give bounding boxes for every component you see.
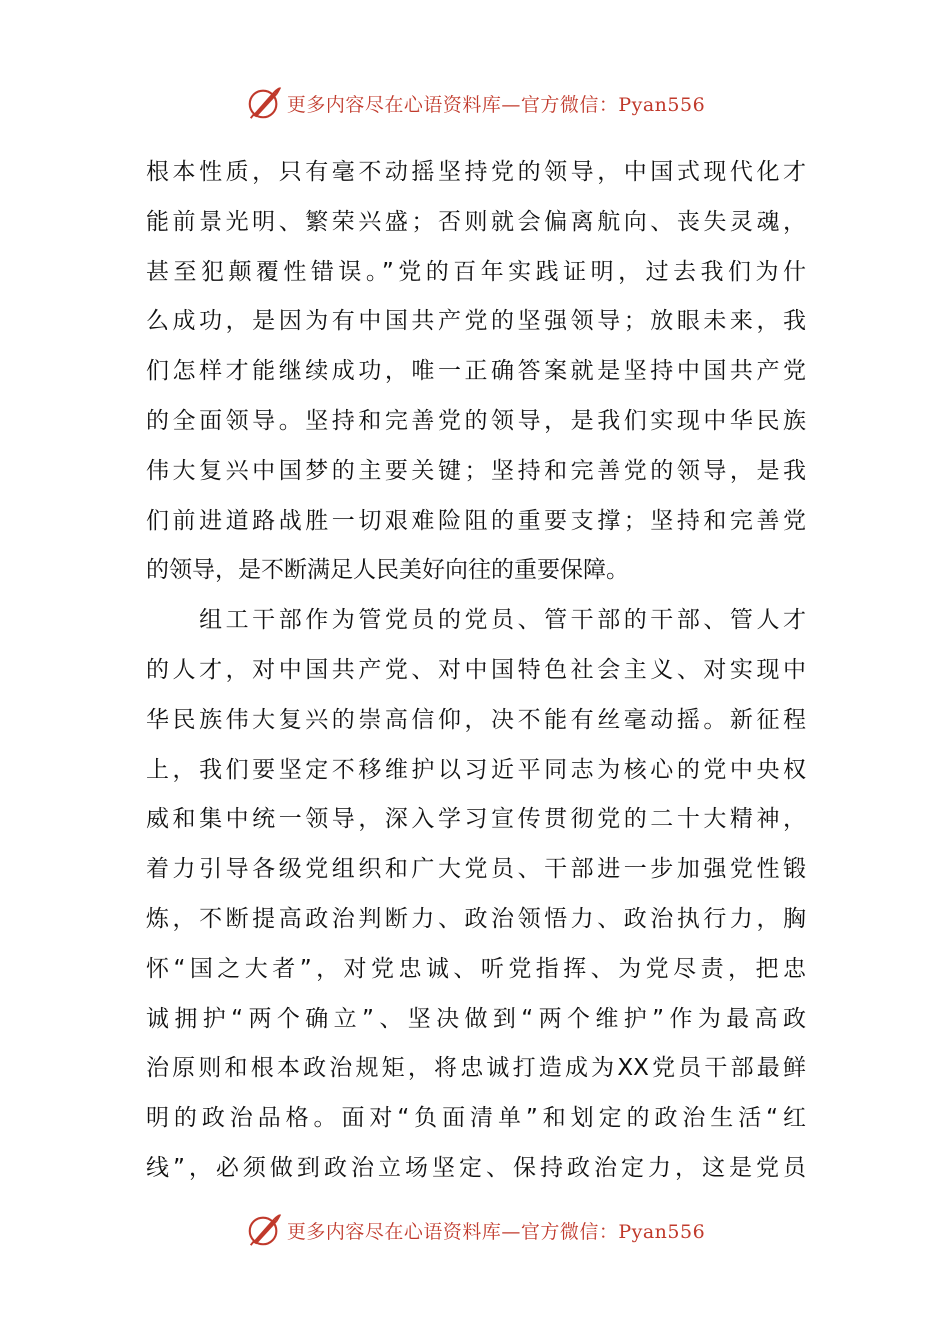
quill-pen-icon xyxy=(245,84,283,122)
text-line: 治原则和根本政治规矩，将忠诚打造成为XX党员干部最鲜 xyxy=(146,1055,806,1082)
text-line: 炼，不断提高政治判断力、政治领悟力、政治执行力，胸 xyxy=(146,905,806,932)
text-line: 么成功，是因为有中国共产党的坚强领导；放眼未来，我 xyxy=(146,308,806,335)
footer-banner-text: 更多内容尽在心语资料库—官方微信：Pyan556 xyxy=(286,1220,706,1243)
paragraph-end-line: 的领导，是不断满足人民美好向往的重要保障。 xyxy=(146,557,629,584)
text-line: 根本性质，只有毫不动摇坚持党的领导，中国式现代化才 xyxy=(146,159,806,185)
text-line: 威和集中统一领导，深入学习宣传贯彻党的二十大精神， xyxy=(146,806,806,833)
text-line: 线”，必须做到政治立场坚定、保持政治定力，这是党员 xyxy=(146,1154,806,1181)
text-line: 怀“国之大者”，对党忠诚、听党指挥、为党尽责，把忠 xyxy=(146,955,806,982)
header-banner-text: 更多内容尽在心语资料库—官方微信：Pyan556 xyxy=(286,93,706,116)
text-line: 伟大复兴中国梦的主要关键；坚持和完善党的领导，是我 xyxy=(146,457,806,484)
text-line: 华民族伟大复兴的崇高信仰，决不能有丝毫动摇。新征程 xyxy=(146,706,806,733)
text-line: 能前景光明、繁荣兴盛；否则就会偏离航向、丧失灵魂， xyxy=(146,208,806,235)
text-line: 们前进道路战胜一切艰难险阻的重要支撑；坚持和完善党 xyxy=(146,507,806,534)
text-line: 们怎样才能继续成功，唯一正确答案就是坚持中国共产党 xyxy=(146,358,806,385)
text-line: 上，我们要坚定不移维护以习近平同志为核心的党中央权 xyxy=(146,756,806,783)
text-line: 组工干部作为管党员的党员、管干部的干部、管人才 xyxy=(146,607,806,634)
text-line: 甚至犯颠覆性错误。”党的百年实践证明，过去我们为什 xyxy=(146,258,806,285)
document-body xyxy=(146,148,806,1194)
quill-pen-icon xyxy=(245,1211,283,1249)
text-line: 的全面领导。坚持和完善党的领导，是我们实现中华民族 xyxy=(146,407,806,434)
header-banner xyxy=(0,83,950,123)
text-line: 诚拥护“两个确立”、坚决做到“两个维护”作为最高政 xyxy=(146,1005,806,1032)
text-line: 着力引导各级党组织和广大党员、干部进一步加强党性锻 xyxy=(146,856,806,883)
text-line: 明的政治品格。面对“负面清单”和划定的政治生活“红 xyxy=(146,1105,806,1132)
text-line: 的人才，对中国共产党、对中国特色社会主义、对实现中 xyxy=(146,656,806,683)
footer-banner xyxy=(0,1210,950,1250)
